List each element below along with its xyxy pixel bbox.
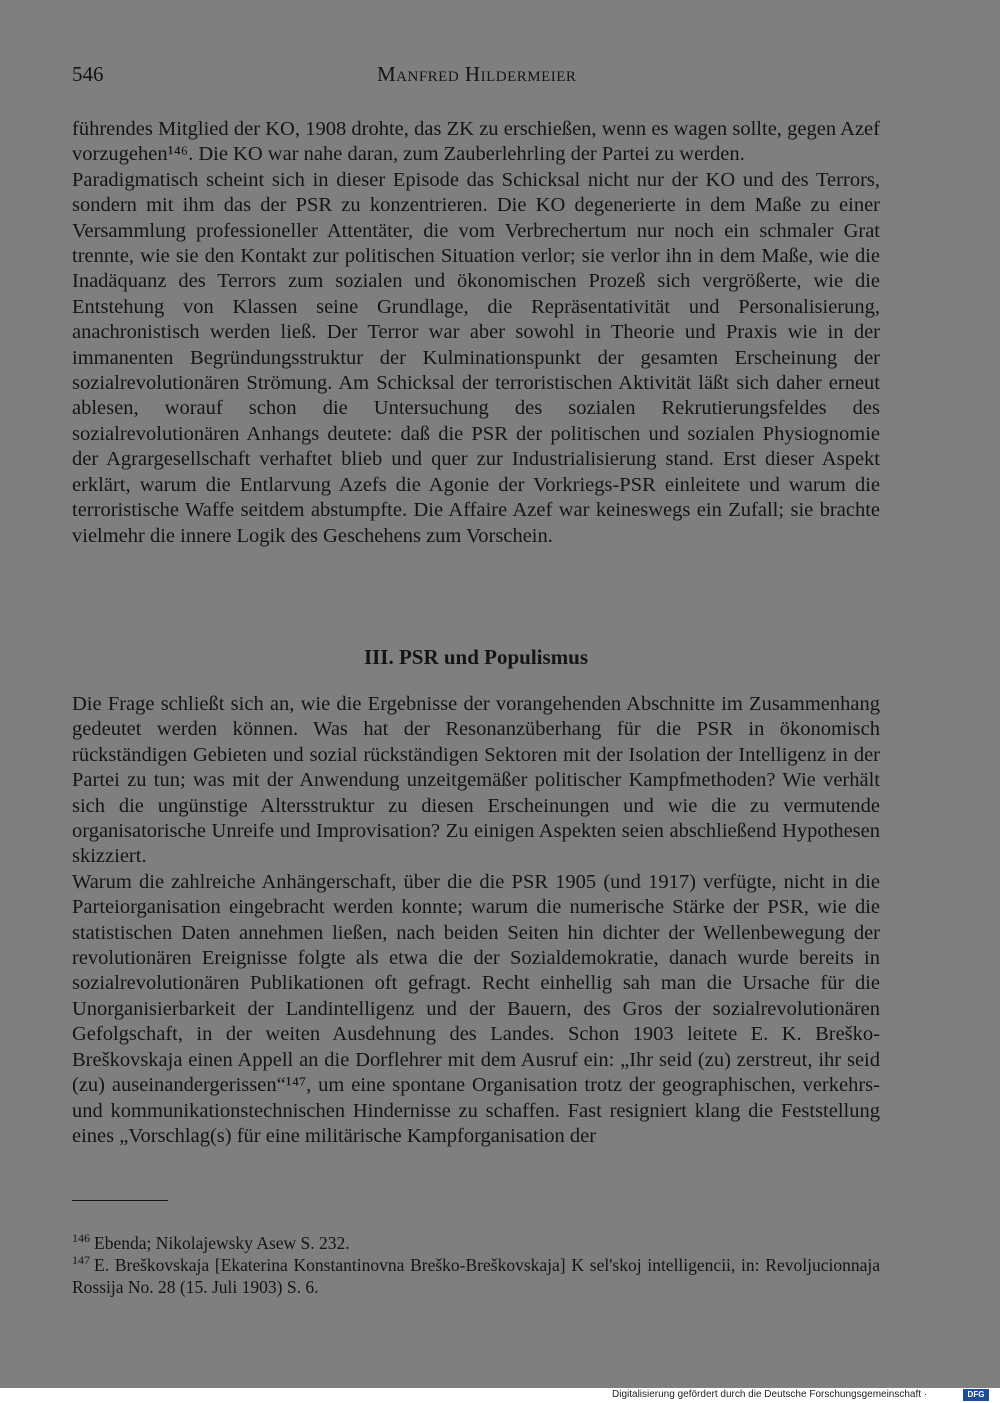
footnote-number: 146 [72, 1231, 90, 1246]
footnote-text: Ebenda; Nikolajewsky Asew S. 232. [94, 1233, 350, 1253]
footnote-number: 147 [72, 1253, 90, 1268]
paragraph: Paradigmatisch scheint sich in dieser Episode das Schicksal nicht nur der KO und des Terrors, sondern mit ihm das der PSR zu konzentrieren. Die KO degenerierte in dem Maße zu einer Versammlung professioneller Attentäter, die vom Verbrechertum nur noch ein schmaler Grat trennte, wie sie den Kontakt zur politischen Situation verlor; sie verlor ihn in dem Maße, wie die Inadäquanz des Terrors zum sozialen und ökonomischen Prozeß sich vergrößerte, wie die Entstehung von Klassen seine Grundlage, die Repräsentativität und Personalisierung, anachronistisch werden ließ. Der Terror war aber sowohl in Theorie und Praxis wie in der immanenten Begründungsstruktur der Kulminationspunkt der gesamten Erscheinung der sozialrevolutionären Strömung. Am Schicksal der terroristischen Aktivität läßt sich daher erneut ablesen, worauf schon die Untersuchung des sozialen Rekrutierungsfeldes des sozialrevolutionären Anhangs deutete: daß die PSR der politischen und sozialen Physiognomie der Agrargesellschaft verhaftet blieb und quer zur Industrialisierung stand. Erst dieser Aspekt erklärt, warum die Entlarvung Azefs die Agonie der Vorkriegs-PSR einleitete und warum die terroristische Waffe seitdem abstumpfte. Die Affaire Azef war keineswegs ein Zufall; sie brachte vielmehr die innere Logik des Geschehens zum Vorschein. [72, 168, 880, 547]
body-text-section [72, 692, 880, 1149]
section-heading: III. PSR und Populismus [363, 645, 589, 669]
footnote [72, 1254, 880, 1298]
footnotes [72, 1232, 880, 1298]
body-text-before-section [72, 117, 880, 549]
footnote-text: E. Breškovskaja [Ekaterina Konstantinovna Breško-Breškovskaja] K sel'skoj intelligencii, in: Revoljucionnaja Rossija No. 28 (15. Juli 1903) S. 6. [72, 1255, 880, 1297]
paragraph: führendes Mitglied der KO, 1908 drohte, das ZK zu erschießen, wenn es wagen sollte, gegen Azef vorzugehen¹⁴⁶. Die KO war nahe daran, zum Zauberlehrling der Partei zu werden. [72, 118, 880, 166]
paragraph: Die Frage schließt sich an, wie die Ergebnisse der vorangehenden Abschnitte im Zusammenhang gedeutet werden können. Was hat der Resonanzüberhang für die PSR in ökonomisch rückständigen Gebieten und sozial rückständigen Sektoren mit der Isolation der Intelligenz in der Partei zu tun; was mit der Anwendung unzeitgemäßer politischer Kampfmethoden? Wie verhält sich die ungünstige Altersstruktur zu diesen Erscheinungen und wie die zu vermutende organisatorische Unreife und Improvisation? Zu einigen Aspekten seien abschließend Hypothesen skizziert. [72, 693, 880, 868]
dfg-logo: DFG [963, 1389, 989, 1401]
running-head: Manfred Hildermeier [377, 62, 577, 86]
paragraph: Warum die zahlreiche Anhängerschaft, über die die PSR 1905 (und 1917) verfügte, nicht in die Parteiorganisation eingebracht werden konnte; warum die numerische Stärke der PSR, wie die statistischen Daten annehmen ließen, nach beiden Seiten hin dichter der Wellenbewegung der revolutionären Ereignisse folgte als etwa die der Sozialdemokratie, danach wurde bereits in sozialrevolutionären Publikationen oft gefragt. Recht einhellig sah man die Ursache für die Unorganisierbarkeit der Landintelligenz und der Bauern, des Gros der sozialrevolutionären Gefolgschaft, in der weiten Ausdehnung des Landes. Schon 1903 leitete E. K. Breško-Breškovskaja einen Appell an die Dorflehrer mit dem Ausruf ein: „Ihr seid (zu) zerstreut, ihr seid (zu) auseinandergerissen“¹⁴⁷, um eine spontane Organisation trotz der geographischen, verkehrs- und kommunikationstechnischen Hindernisse zu schaffen. Fast resigniert klang die Feststellung eines „Vorschlag(s) für eine militärische Kampforganisation der [72, 870, 880, 1147]
page-number: 546 [72, 62, 104, 86]
footnote [72, 1232, 880, 1254]
footnote-separator [72, 1200, 168, 1201]
digitization-credit: Digitalisierung gefördert durch die Deutsche Forschungsgemeinschaft · [612, 1389, 928, 1400]
